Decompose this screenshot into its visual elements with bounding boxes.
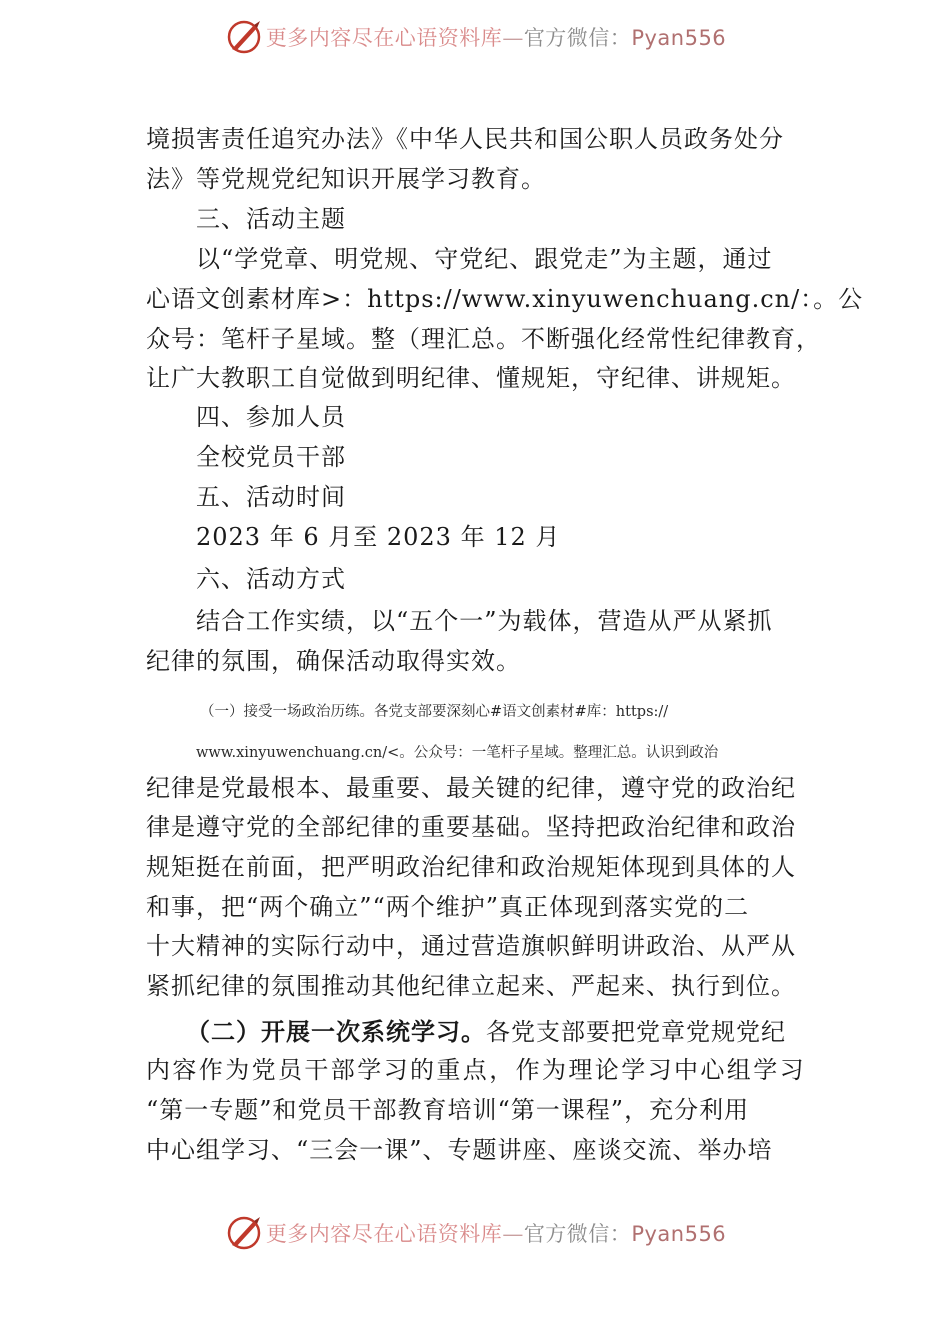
text-line: 众号：笔杆子星域。整（理汇总。不断强化经常性纪律教育， xyxy=(146,325,821,353)
section-heading-participants: 四、参加人员 xyxy=(196,403,346,431)
bold-heading: （二）开展一次系统学习。 xyxy=(186,1018,486,1046)
quill-logo-icon xyxy=(224,1213,264,1253)
small-text-line: www.xinyuwenchuang.cn/<。公众号：一笔杆子星域。整理汇总。认识到政治 xyxy=(196,745,719,761)
footer-banner xyxy=(0,1208,950,1258)
text-line: 法》等党规党纪知识开展学习教育。 xyxy=(146,165,546,193)
text-line: 纪律是党最根本、最重要、最关键的纪律，遵守党的政治纪 xyxy=(146,774,796,802)
text-line: 心语文创素材库>：https://www.xinyuwenchuang.cn/：。公 xyxy=(146,285,864,313)
text-line: 和事，把“两个确立”“两个维护”真正体现到落实党的二 xyxy=(146,893,750,921)
paragraph-heading: （二）开展一次系统学习。各党支部要把党章党规党纪 xyxy=(186,1018,786,1046)
text-line: 紧抓纪律的氛围推动其他纪律立起来、严起来、执行到位。 xyxy=(146,972,796,1000)
text-line: 以“学党章、明党规、守党纪、跟党走”为主题，通过 xyxy=(196,245,773,273)
text-line: 内容作为党员干部学习的重点，作为理论学习中心组学习 xyxy=(146,1056,806,1084)
banner-text: 更多内容尽在心语资料库—官方微信：Pyan556 xyxy=(265,1222,727,1246)
text-line: 纪律的氛围，确保活动取得实效。 xyxy=(146,647,521,675)
section-heading-method: 六、活动方式 xyxy=(196,565,346,593)
section-heading-time: 五、活动时间 xyxy=(196,483,346,511)
text-line: 十大精神的实际行动中，通过营造旗帜鲜明讲政治、从严从 xyxy=(146,932,796,960)
text-line: 2023 年 6 月至 2023 年 12 月 xyxy=(196,523,561,551)
text-line: 结合工作实绩，以“五个一”为载体，营造从严从紧抓 xyxy=(196,607,773,635)
text-line: 中心组学习、“三会一课”、专题讲座、座谈交流、举办培 xyxy=(146,1136,773,1164)
text-line: 境损害责任追究办法》《中华人民共和国公职人员政务处分 xyxy=(146,125,784,153)
header-banner xyxy=(0,12,950,62)
text-line: 律是遵守党的全部纪律的重要基础。坚持把政治纪律和政治 xyxy=(146,813,796,841)
text-line: 全校党员干部 xyxy=(196,443,346,471)
small-text-line: （一）接受一场政治历练。各党支部要深刻心#语文创素材#库：https:// xyxy=(200,704,669,720)
text-line: 规矩挺在前面，把严明政治纪律和政治规矩体现到具体的人 xyxy=(146,853,796,881)
text-line: 让广大教职工自觉做到明纪律、懂规矩，守纪律、讲规矩。 xyxy=(146,364,796,392)
text-line: “第一专题”和党员干部教育培训“第一课程”，充分利用 xyxy=(146,1096,750,1124)
quill-logo-icon xyxy=(224,17,264,57)
banner-text: 更多内容尽在心语资料库—官方微信：Pyan556 xyxy=(265,26,727,50)
section-heading-theme: 三、活动主题 xyxy=(196,205,346,233)
